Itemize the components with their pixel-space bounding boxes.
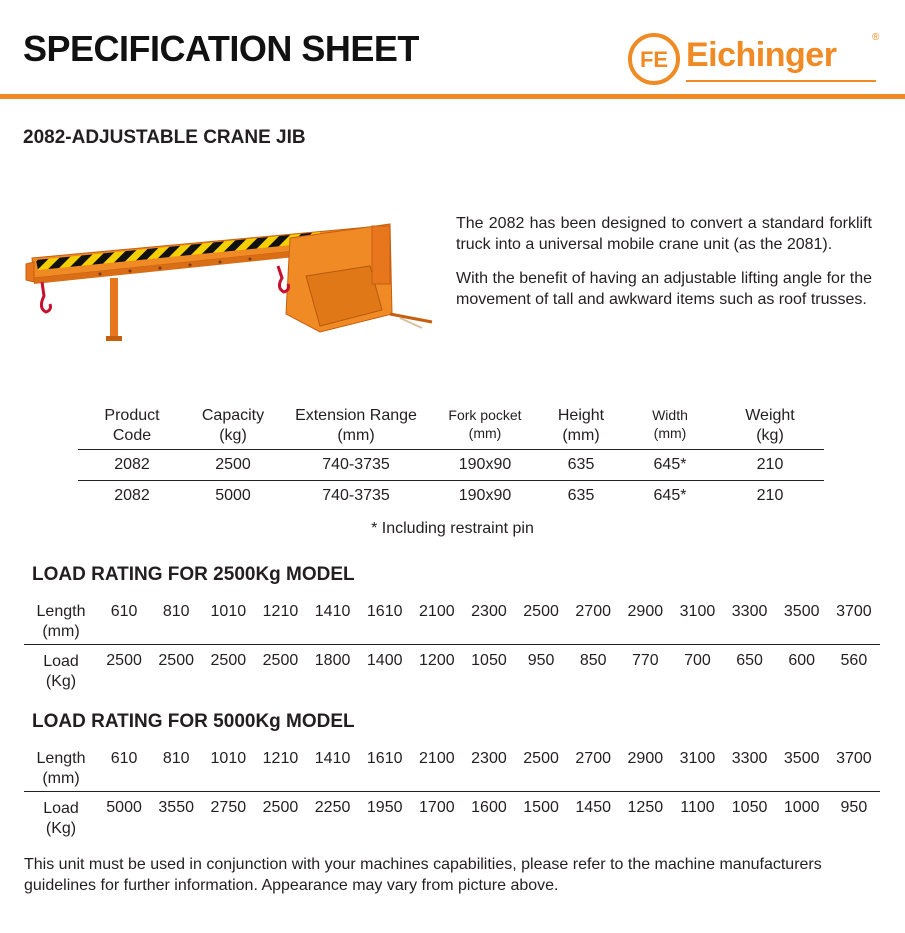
length-value: 1010 — [202, 600, 254, 645]
length-value: 2300 — [463, 600, 515, 645]
load-label: Load (Kg) — [43, 800, 79, 837]
cell: 2082 — [114, 487, 150, 504]
logo-underline — [686, 80, 876, 82]
length-value: 3300 — [724, 600, 776, 645]
table-row — [78, 450, 824, 481]
length-value: 1610 — [359, 600, 411, 645]
length-value: 3700 — [828, 600, 880, 645]
cell: 740-3735 — [322, 487, 390, 504]
load-value: 1450 — [575, 799, 611, 816]
load-value: 2500 — [106, 652, 142, 669]
company-logo — [626, 30, 881, 88]
support-leg — [110, 278, 118, 340]
description-paragraph: With the benefit of having an adjustable lifting angle for the movement of tall and awkward items such as roof trusses. — [456, 270, 872, 308]
header-height: Height (mm) — [538, 404, 624, 450]
length-value: 3500 — [776, 747, 828, 792]
cell: 210 — [716, 450, 824, 481]
page-title: SPECIFICATION SHEET — [23, 28, 419, 69]
length-value: 3300 — [724, 747, 776, 792]
length-value: 1410 — [307, 747, 359, 792]
length-value: 810 — [150, 600, 202, 645]
header-width: Width (mm) — [624, 404, 716, 450]
header-divider — [0, 94, 905, 99]
length-value: 2100 — [411, 600, 463, 645]
length-value: 810 — [150, 747, 202, 792]
length-value: 2900 — [619, 600, 671, 645]
length-row — [24, 600, 880, 645]
load-value: 950 — [840, 799, 868, 816]
header-capacity: Capacity (kg) — [186, 404, 280, 450]
header-product-code: Product Code — [78, 404, 186, 450]
cell: 635 — [567, 487, 595, 504]
crane-jib-image — [20, 218, 440, 350]
load-label: Load (Kg) — [43, 653, 79, 690]
load-value: 2500 — [262, 799, 299, 816]
length-value: 2500 — [515, 747, 567, 792]
load-value: 2500 — [210, 652, 247, 669]
description-paragraph: The 2082 has been designed to convert a standard forklift truck into a universal mobile crane unit (as the 2081). — [456, 215, 872, 253]
length-value: 2100 — [411, 747, 463, 792]
cell: 5000 — [215, 487, 251, 504]
load-rating-2500-table — [24, 600, 880, 692]
load-value: 700 — [684, 652, 711, 669]
length-value: 1210 — [254, 747, 306, 792]
length-value: 2300 — [463, 747, 515, 792]
length-value: 3100 — [671, 747, 723, 792]
registered-mark: ® — [872, 32, 880, 43]
load-value: 2250 — [314, 799, 351, 816]
rear-hook-icon — [278, 266, 289, 292]
cell: 740-3735 — [280, 450, 432, 481]
load-value: 2750 — [210, 799, 247, 816]
length-value: 610 — [98, 600, 150, 645]
cell: 2500 — [186, 450, 280, 481]
spec-footnote: * Including restraint pin — [371, 520, 534, 537]
specification-table — [78, 404, 824, 511]
load-value: 1800 — [314, 652, 351, 669]
length-value: 1610 — [359, 747, 411, 792]
header-fork-pocket: Fork pocket (mm) — [432, 404, 538, 450]
cell: 635 — [538, 450, 624, 481]
cell: 645* — [653, 487, 687, 504]
load-rating-5000-title: LOAD RATING FOR 5000Kg MODEL — [32, 711, 355, 732]
length-value: 2700 — [567, 747, 619, 792]
load-value: 2500 — [262, 652, 299, 669]
load-row — [24, 645, 880, 693]
load-value: 950 — [527, 652, 555, 669]
load-value: 600 — [788, 652, 816, 669]
load-value: 560 — [840, 652, 868, 669]
disclaimer-text: This unit must be used in conjunction with your machines capabilities, please refer to the machine manufacturers guidelines for further information. Appearance may vary from picture above. — [24, 856, 822, 894]
load-value: 1600 — [471, 799, 507, 816]
load-value: 1400 — [366, 652, 403, 669]
hook-icon — [41, 282, 50, 312]
load-rating-5000-table — [24, 747, 880, 839]
logo-name: Eichinger — [686, 36, 837, 74]
length-value: 1210 — [254, 600, 306, 645]
product-description — [456, 214, 872, 324]
header-weight: Weight (kg) — [716, 404, 824, 450]
cell: 190x90 — [432, 450, 538, 481]
load-value: 1050 — [471, 652, 507, 669]
length-row — [24, 747, 880, 792]
load-value: 1700 — [419, 799, 455, 816]
product-title: 2082-ADJUSTABLE CRANE JIB — [23, 127, 306, 148]
length-label: Length (mm) — [24, 747, 98, 792]
load-value: 1000 — [783, 799, 820, 816]
length-value: 2900 — [619, 747, 671, 792]
load-value: 1200 — [419, 652, 455, 669]
cell: 190x90 — [458, 487, 512, 504]
length-value: 2700 — [567, 600, 619, 645]
load-row — [24, 792, 880, 840]
load-value: 1950 — [366, 799, 403, 816]
logo-initials: FE — [639, 47, 669, 72]
cell: 2082 — [78, 450, 186, 481]
length-value: 2500 — [515, 600, 567, 645]
load-rating-2500-title: LOAD RATING FOR 2500Kg MODEL — [32, 564, 355, 585]
spec-header-row — [78, 404, 824, 450]
cell: 645* — [624, 450, 716, 481]
length-value: 610 — [98, 747, 150, 792]
load-value: 2500 — [158, 652, 194, 669]
load-value: 1250 — [627, 799, 664, 816]
cell: 210 — [756, 487, 784, 504]
length-value: 1010 — [202, 747, 254, 792]
header-extension-range: Extension Range (mm) — [280, 404, 432, 450]
load-value: 650 — [736, 652, 763, 669]
table-row — [78, 481, 824, 512]
load-value: 850 — [579, 652, 607, 669]
load-value: 770 — [631, 652, 659, 669]
load-value: 1050 — [731, 799, 768, 816]
fe-logo-icon — [626, 30, 682, 88]
load-value: 5000 — [106, 799, 142, 816]
length-value: 3500 — [776, 600, 828, 645]
length-label: Length (mm) — [24, 600, 98, 645]
length-value: 1410 — [307, 600, 359, 645]
length-value: 3100 — [671, 600, 723, 645]
length-value: 3700 — [828, 747, 880, 792]
load-value: 3550 — [158, 799, 194, 816]
load-value: 1100 — [680, 799, 715, 816]
load-value: 1500 — [523, 799, 559, 816]
